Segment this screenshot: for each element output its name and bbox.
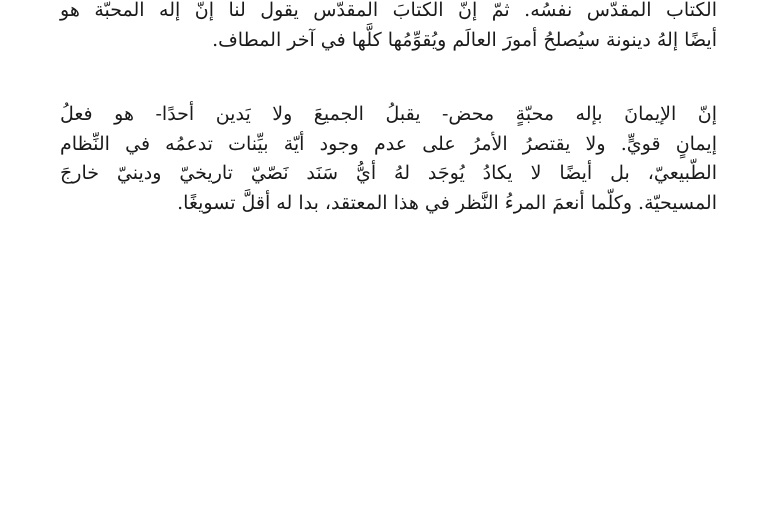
paragraph-faith [60, 100, 717, 218]
paragraph-continuation [60, 0, 717, 55]
text-line: إيمانٍ قويٍّ. ولا يقتصرُ الأمرُ على عدم وجود أيّة بيِّنات تدعمُه في النِّظام [60, 132, 717, 155]
text-line: المسيحيّة. وكلّما أنعمَ المرءُ النَّظر في هذا المعتقد، بدا له أقلَّ تسويغًا. [177, 191, 717, 214]
text-line: الطّبيعيّ، بل أيضًا لا يكادُ يُوجَد لهُ أيُّ سَنَد نَصّيّ تاريخيّ ودينيّ خارجَ [60, 162, 717, 184]
text-line: إنّ الإيمانَ بإله محبّةٍ محض- يقبلُ الجميعَ ولا يَدين أحدًا- هو فعلُ [60, 103, 717, 125]
text-line: أيضًا إلهُ دينونة سيُصلحُ أمورَ العالَم ويُقوِّمُها كلَّها في آخر المطاف. [212, 28, 717, 51]
text-line: الكتاب المقدّس نفسُه. ثمّ إنّ الكتابَ المقدّس يقول لنا إنّ إله المحبّة هو [60, 0, 717, 21]
